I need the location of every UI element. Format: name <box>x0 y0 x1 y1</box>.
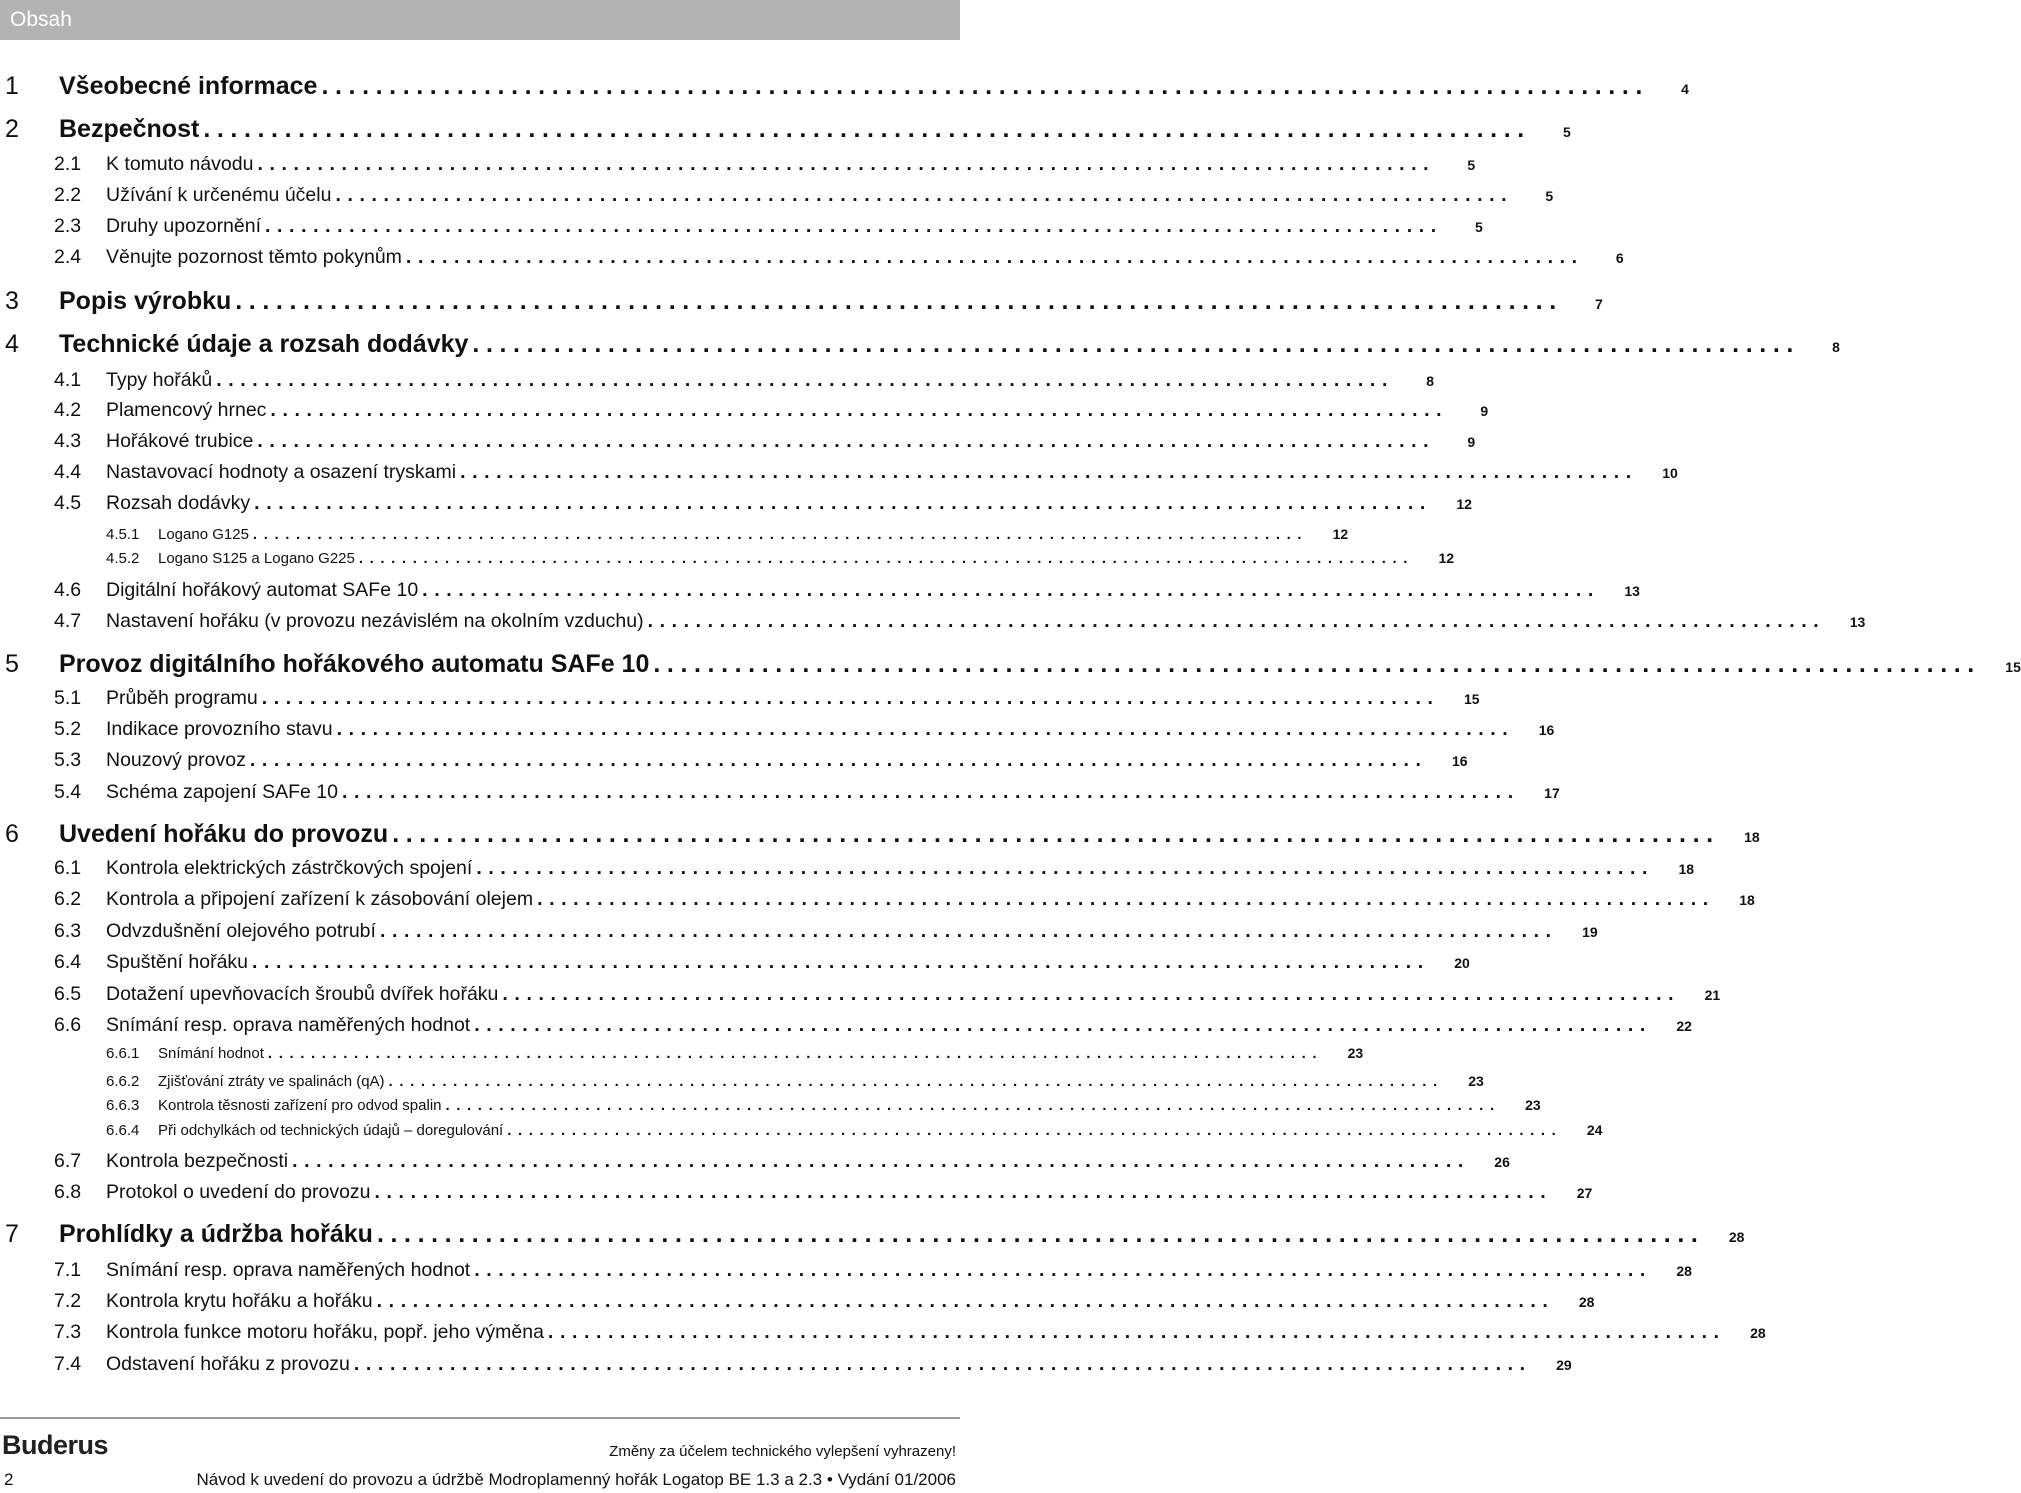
toc-entry[interactable] <box>0 781 1560 804</box>
toc-entry[interactable] <box>0 1073 1484 1090</box>
toc-entry-page: 9 <box>1480 403 1489 419</box>
toc-entry-title: Protokol o uvedení do provozu <box>106 1181 371 1203</box>
toc-entry-page: 9 <box>1467 434 1476 450</box>
toc-entry-page: 21 <box>1704 987 1721 1003</box>
toc-leader-dots: .................................................................................................. <box>507 1122 1563 1139</box>
toc-entry-number: 5.3 <box>54 749 82 771</box>
toc-entry-title: Dotažení upevňovacích šroubů dvířek hořáku <box>106 983 499 1005</box>
section-header <box>0 0 960 40</box>
toc-entry-page: 27 <box>1576 1185 1593 1201</box>
toc-entry-title: K tomuto návodu <box>106 153 254 175</box>
toc-leader-dots: .................................................................................................. <box>422 579 1600 601</box>
toc-entry-page: 16 <box>1538 722 1555 738</box>
toc-entry[interactable] <box>0 1353 1572 1376</box>
toc-entry-number: 7.2 <box>54 1290 82 1312</box>
toc-entry-title: Kontrola elektrických zástrčkových spojení <box>106 857 473 879</box>
toc-entry-page: 28 <box>1728 1229 1745 1245</box>
toc-entry-number: 6.6.3 <box>106 1097 140 1114</box>
toc-entry-title: Uvedení hořáku do provozu <box>59 820 389 848</box>
toc-entry-title: Schéma zapojení SAFe 10 <box>106 781 338 803</box>
toc-entry-page: 15 <box>1463 691 1480 707</box>
toc-entry-number: 4.7 <box>54 610 82 632</box>
toc-leader-dots: .................................................................................................. <box>388 1073 1444 1090</box>
toc-entry[interactable] <box>0 718 1555 741</box>
toc-leader-dots: .................................................................................................. <box>379 920 1558 942</box>
toc-entry-number: 5.1 <box>54 687 82 709</box>
toc-entry-title: Při odchylkách od technických údajů – doregulování <box>158 1122 504 1139</box>
toc-entry-page: 5 <box>1563 124 1571 140</box>
toc-entry-number: 6.3 <box>54 920 82 942</box>
toc-entry[interactable] <box>0 330 1840 359</box>
toc-leader-dots: .................................................................................................. <box>267 1045 1324 1062</box>
buderus-logo: Buderus <box>2 1430 109 1460</box>
toc-entry[interactable] <box>0 369 1434 392</box>
toc-entry-number: 5.2 <box>54 718 82 740</box>
toc-entry-title: Digitální hořákový automat SAFe 10 <box>106 579 419 601</box>
toc-entry[interactable] <box>0 461 1678 484</box>
toc-entry-number: 6.2 <box>54 888 82 910</box>
toc-entry-page: 22 <box>1676 1018 1692 1034</box>
toc-leader-dots: .................................................................................................. <box>445 1097 1501 1114</box>
toc-entry-title: Logano G125 <box>158 526 249 543</box>
toc-entry-page: 18 <box>1744 829 1760 845</box>
toc-entry-number: 2.3 <box>54 215 82 237</box>
toc-leader-dots: .................................................................................................. <box>547 1321 1726 1343</box>
toc-leader-dots: .................................................................................................. <box>257 153 1436 175</box>
toc-entry-number: 4 <box>5 330 19 358</box>
toc-entry[interactable] <box>0 1321 1766 1344</box>
toc-entry-title: Logano S125 a Logano G225 <box>158 550 355 567</box>
toc-entry-page: 24 <box>1586 1122 1603 1138</box>
toc-entry-number: 7.1 <box>54 1259 82 1281</box>
toc-entry[interactable] <box>0 72 1689 101</box>
toc-entry-page: 28 <box>1578 1294 1595 1310</box>
toc-leader-dots: .................................................................................................. <box>341 781 1520 803</box>
toc-entry-page: 20 <box>1454 955 1470 971</box>
toc-leader-dots: .................................................................................................. <box>252 951 1430 973</box>
toc-entry[interactable] <box>0 550 1455 567</box>
toc-entry-number: 6 <box>5 820 19 848</box>
toc-leader-dots: .................................................................................................. <box>261 687 1440 709</box>
toc-entry[interactable] <box>0 1150 1510 1173</box>
toc-leader-dots: .................................................................................................. <box>321 72 1649 100</box>
toc-entry-page: 18 <box>1739 892 1755 908</box>
toc-leader-dots: .................................................................................................. <box>249 749 1428 771</box>
toc-entry-page: 29 <box>1556 1357 1572 1373</box>
toc-entry-title: Kontrola těsnosti zařízení pro odvod spalin <box>158 1097 442 1114</box>
toc-entry-number: 7 <box>5 1220 19 1248</box>
footer-notice: Změny za účelem technického vylepšení vyhrazeny! <box>609 1443 956 1460</box>
toc-entry-page: 7 <box>1594 296 1603 312</box>
toc-entry[interactable] <box>0 430 1476 453</box>
toc-entry-number: 7.3 <box>54 1321 82 1343</box>
toc-entry-title: Kontrola bezpečnosti <box>106 1150 289 1172</box>
toc-entry-title: Snímání resp. oprava naměřených hodnot <box>106 1259 471 1281</box>
toc-entry[interactable] <box>0 951 1470 974</box>
toc-entry[interactable] <box>0 399 1489 422</box>
toc-entry-title: Všeobecné informace <box>59 72 318 100</box>
toc-entry-title: Snímání hodnot <box>158 1045 264 1062</box>
toc-entry-title: Kontrola krytu hořáku a hořáku <box>106 1290 373 1312</box>
toc-entry[interactable] <box>0 687 1480 710</box>
toc-entry-title: Plamencový hrnec <box>106 399 267 421</box>
toc-leader-dots: .................................................................................................. <box>376 1220 1705 1248</box>
toc-entry-page: 5 <box>1474 219 1483 235</box>
toc-entry[interactable] <box>0 650 2021 679</box>
toc-entry-number: 4.1 <box>54 369 82 391</box>
toc-entry[interactable] <box>0 579 1640 602</box>
toc-entry-title: Prohlídky a údržba hořáku <box>59 1220 373 1248</box>
toc-entry-page: 8 <box>1832 339 1840 355</box>
toc-entry[interactable] <box>0 888 1755 911</box>
toc-entry[interactable] <box>0 820 1760 849</box>
toc-leader-dots: .................................................................................................. <box>292 1150 1470 1172</box>
toc-entry-number: 3 <box>5 287 19 315</box>
section-title: Obsah <box>10 8 72 31</box>
toc-leader-dots: .................................................................................................. <box>647 610 1826 632</box>
toc-entry[interactable] <box>0 1290 1595 1313</box>
toc-entry-number: 2.4 <box>54 246 82 268</box>
toc-entry-page: 13 <box>1849 614 1866 630</box>
toc-entry[interactable] <box>0 1014 1692 1037</box>
toc-entry-page: 16 <box>1452 753 1468 769</box>
toc-entry-page: 28 <box>1750 1325 1766 1341</box>
toc-leader-dots: .................................................................................................. <box>270 399 1449 421</box>
toc-entry-page: 15 <box>2005 659 2021 675</box>
toc-entry-number: 4.6 <box>54 579 82 601</box>
toc-entry-page: 26 <box>1494 1154 1510 1170</box>
toc-entry-title: Hořákové trubice <box>106 430 254 452</box>
toc-entry-title: Provoz digitálního hořákového automatu SAFe 10 <box>59 650 650 678</box>
toc-entry-title: Rozsah dodávky <box>106 492 251 514</box>
toc-entry-number: 6.5 <box>54 983 82 1005</box>
toc-leader-dots: .................................................................................................. <box>216 369 1394 391</box>
toc-entry[interactable] <box>0 153 1476 176</box>
toc-entry-page: 23 <box>1525 1097 1541 1113</box>
toc-entry[interactable] <box>0 749 1468 772</box>
toc-entry[interactable] <box>0 1259 1692 1282</box>
toc-entry-page: 8 <box>1426 373 1434 389</box>
toc-entry[interactable] <box>0 492 1472 515</box>
toc-entry-number: 4.5.1 <box>106 526 140 543</box>
toc-entry-title: Věnujte pozornost těmto pokynům <box>106 246 402 268</box>
toc-leader-dots: .................................................................................................. <box>203 115 1531 143</box>
toc-entry[interactable] <box>0 287 1603 316</box>
toc-entry[interactable] <box>0 246 1624 269</box>
toc-entry[interactable] <box>0 920 1598 943</box>
toc-entry-page: 4 <box>1681 81 1689 97</box>
toc-entry-number: 6.4 <box>54 951 82 973</box>
toc-entry[interactable] <box>0 610 1866 633</box>
toc-leader-dots: .................................................................................................. <box>252 526 1309 543</box>
toc-leader-dots: .................................................................................................. <box>235 287 1563 315</box>
toc-leader-dots: .................................................................................................. <box>502 983 1681 1005</box>
toc-entry-page: 5 <box>1467 157 1476 173</box>
toc-leader-dots: .................................................................................................. <box>405 246 1584 268</box>
toc-entry-title: Kontrola funkce motoru hořáku, popř. jeho výměna <box>106 1321 544 1343</box>
toc-leader-dots: .................................................................................................. <box>474 1014 1652 1036</box>
toc-entry-number: 6.6.4 <box>106 1122 140 1139</box>
footer-divider <box>0 1417 960 1419</box>
toc-entry[interactable] <box>0 215 1483 238</box>
page-number: 2 <box>4 1470 14 1489</box>
toc-entry-number: 4.5.2 <box>106 550 140 567</box>
toc-entry-page: 23 <box>1468 1073 1484 1089</box>
toc-entry-title: Nastavení hořáku (v provozu nezávislém na okolním vzduchu) <box>106 610 644 632</box>
toc-entry[interactable] <box>0 857 1695 880</box>
toc-leader-dots: .................................................................................................. <box>537 888 1715 910</box>
toc-entry-number: 4.2 <box>54 399 82 421</box>
toc-entry-title: Typy hořáků <box>106 369 213 391</box>
toc-entry-title: Druhy upozornění <box>106 215 262 237</box>
toc-entry-title: Zjišťování ztráty ve spalinách (qA) <box>158 1073 385 1090</box>
toc-entry-title: Průběh programu <box>106 687 258 709</box>
toc-leader-dots: .................................................................................................. <box>254 492 1432 514</box>
toc-leader-dots: .................................................................................................. <box>460 461 1638 483</box>
toc-entry-number: 6.6.2 <box>106 1073 140 1090</box>
toc-leader-dots: .................................................................................................. <box>358 550 1415 567</box>
toc-entry-number: 2.1 <box>54 153 82 175</box>
toc-entry-title: Technické údaje a rozsah dodávky <box>59 330 469 358</box>
toc-entry-page: 12 <box>1456 496 1472 512</box>
toc-entry-page: 6 <box>1615 250 1624 266</box>
toc-entry-title: Kontrola a připojení zařízení k zásobování olejem <box>106 888 534 910</box>
toc-entry-page: 5 <box>1545 188 1554 204</box>
toc-entry-page: 18 <box>1678 861 1695 877</box>
toc-entry-number: 7.4 <box>54 1353 82 1375</box>
toc-entry-number: 4.5 <box>54 492 82 514</box>
toc-entry-title: Snímání resp. oprava naměřených hodnot <box>106 1014 471 1036</box>
toc-leader-dots: .................................................................................................. <box>336 718 1515 740</box>
toc-entry-page: 28 <box>1676 1263 1692 1279</box>
toc-entry-number: 2.2 <box>54 184 82 206</box>
toc-entry[interactable] <box>0 1220 1745 1249</box>
toc-entry-number: 6.1 <box>54 857 82 879</box>
toc-leader-dots: .................................................................................................. <box>653 650 1981 678</box>
toc-leader-dots: .................................................................................................. <box>476 857 1655 879</box>
toc-leader-dots: .................................................................................................. <box>257 430 1436 452</box>
toc-entry[interactable] <box>0 1097 1541 1114</box>
toc-entry-number: 5.4 <box>54 781 82 803</box>
toc-entry-title: Odstavení hořáku z provozu <box>106 1353 350 1375</box>
toc-entry[interactable] <box>0 983 1721 1006</box>
toc-leader-dots: .................................................................................................. <box>472 330 1800 358</box>
toc-leader-dots: .................................................................................................. <box>374 1181 1553 1203</box>
toc-leader-dots: .................................................................................................. <box>392 820 1720 848</box>
toc-entry-page: 12 <box>1332 526 1349 542</box>
toc-entry-number: 4.3 <box>54 430 82 452</box>
toc-entry-number: 5 <box>5 650 19 678</box>
toc-entry-page: 12 <box>1438 550 1455 566</box>
toc-entry-title: Bezpečnost <box>59 115 200 143</box>
toc-entry-number: 4.4 <box>54 461 82 483</box>
toc-entry-page: 23 <box>1347 1045 1364 1061</box>
toc-entry-page: 13 <box>1624 583 1640 599</box>
toc-entry-title: Nouzový provoz <box>106 749 246 771</box>
toc-leader-dots: .................................................................................................. <box>474 1259 1652 1281</box>
toc-entry-number: 6.8 <box>54 1181 82 1203</box>
toc-entry[interactable] <box>0 1122 1603 1139</box>
toc-entry-title: Popis výrobku <box>59 287 232 315</box>
document-title: Návod k uvedení do provozu a údržbě Modroplamenný hořák Logatop BE 1.3 a 2.3 • Vydání 01/2006 <box>196 1470 956 1489</box>
toc-entry-page: 17 <box>1544 785 1560 801</box>
toc-entry-page: 10 <box>1662 465 1678 481</box>
toc-entry-title: Užívání k určenému účelu <box>106 184 332 206</box>
toc-entry[interactable] <box>0 184 1554 207</box>
toc-leader-dots: .................................................................................................. <box>353 1353 1532 1375</box>
toc-entry-number: 6.7 <box>54 1150 82 1172</box>
toc-leader-dots: .................................................................................................. <box>265 215 1443 237</box>
toc-leader-dots: .................................................................................................. <box>376 1290 1555 1312</box>
toc-entry-number: 1 <box>5 72 19 100</box>
toc-entry-page: 19 <box>1582 924 1598 940</box>
toc-entry[interactable] <box>0 526 1349 543</box>
toc-entry[interactable] <box>0 1045 1364 1062</box>
toc-entry-title: Indikace provozního stavu <box>106 718 333 740</box>
toc-entry[interactable] <box>0 1181 1593 1204</box>
toc-entry[interactable] <box>0 115 1571 144</box>
toc-leader-dots: .................................................................................................. <box>335 184 1514 206</box>
toc-entry-number: 2 <box>5 115 19 143</box>
toc-entry-title: Nastavovací hodnoty a osazení tryskami <box>106 461 457 483</box>
toc-entry-number: 6.6 <box>54 1014 82 1036</box>
toc-entry-title: Odvzdušnění olejového potrubí <box>106 920 376 942</box>
toc-entry-number: 6.6.1 <box>106 1045 140 1062</box>
toc-entry-title: Spuštění hořáku <box>106 951 249 973</box>
